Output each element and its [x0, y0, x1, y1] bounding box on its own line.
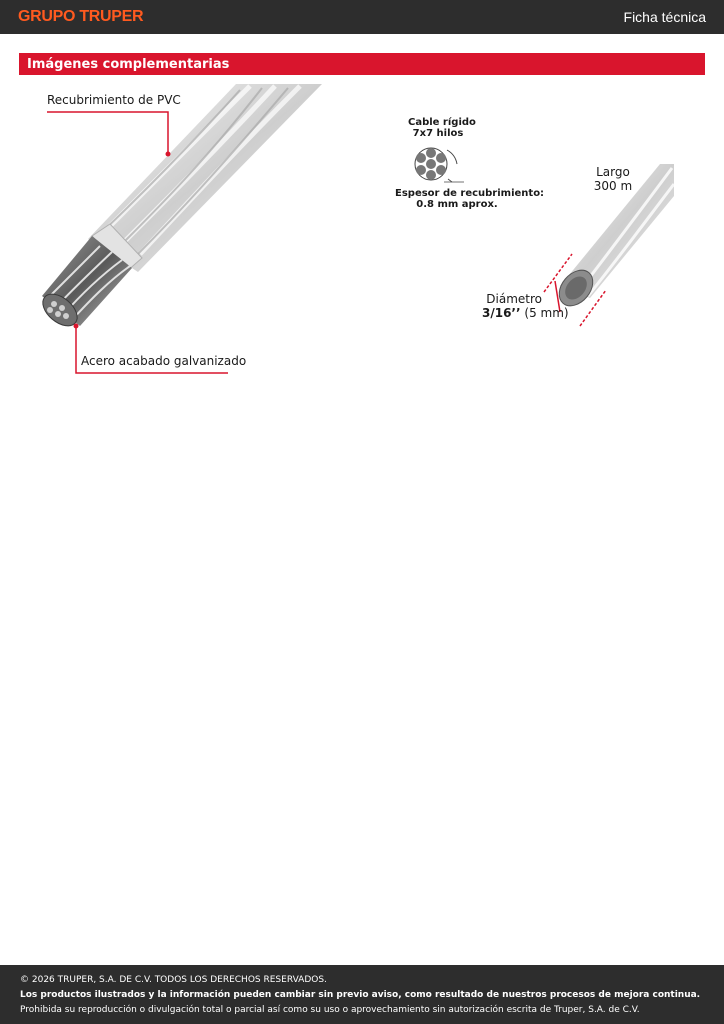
complementary-images: [0, 76, 724, 406]
label-diameter: [482, 292, 569, 320]
label-coating-thickness: [395, 188, 545, 210]
cable-type-line1: Cable rígido: [408, 117, 476, 128]
cable-type-line2: 7x7 hilos: [412, 128, 464, 139]
diameter-mm: (5 mm): [524, 306, 569, 320]
footer-bar: [0, 965, 724, 1024]
cable-closeup-illustration: [37, 84, 322, 373]
section-header: [19, 53, 705, 75]
footer-notice: Los productos ilustrados y la información pueden cambiar sin previo aviso, como resultado de nuestros procesos de mejora continua.: [20, 990, 701, 1000]
section-title: Imágenes complementarias: [27, 57, 230, 72]
label-pvc-coating: Recubrimiento de PVC: [47, 93, 181, 107]
diameter-value: [482, 306, 569, 320]
coating-thickness-line1: Espesor de recubrimiento:: [395, 188, 545, 199]
label-cable-type: [408, 117, 476, 139]
diameter-fraction: 3/16’’: [482, 306, 521, 320]
truper-logo: GRUPO TRUPER: [18, 8, 144, 25]
diameter-line1: Diámetro: [486, 292, 542, 306]
label-length: [593, 165, 633, 193]
footer-copyright: © 2026 TRUPER, S.A. DE C.V. TODOS LOS DERECHOS RESERVADOS.: [20, 975, 327, 985]
cross-section-diagram: [415, 148, 464, 182]
label-galvanized-steel: Acero acabado galvanizado: [81, 354, 247, 368]
length-line1: Largo: [596, 165, 630, 179]
top-header-bar: [0, 0, 724, 34]
footer-legal: Prohibida su reproducción o divulgación total o parcial así como su uso o aprovechamiento sin autorización escrita de Truper, S.A. de C.V.: [20, 1005, 640, 1015]
document-type-label: Ficha técnica: [623, 9, 706, 25]
length-line2: 300 m: [593, 179, 633, 193]
coating-thickness-line2: 0.8 mm aprox.: [416, 199, 498, 210]
